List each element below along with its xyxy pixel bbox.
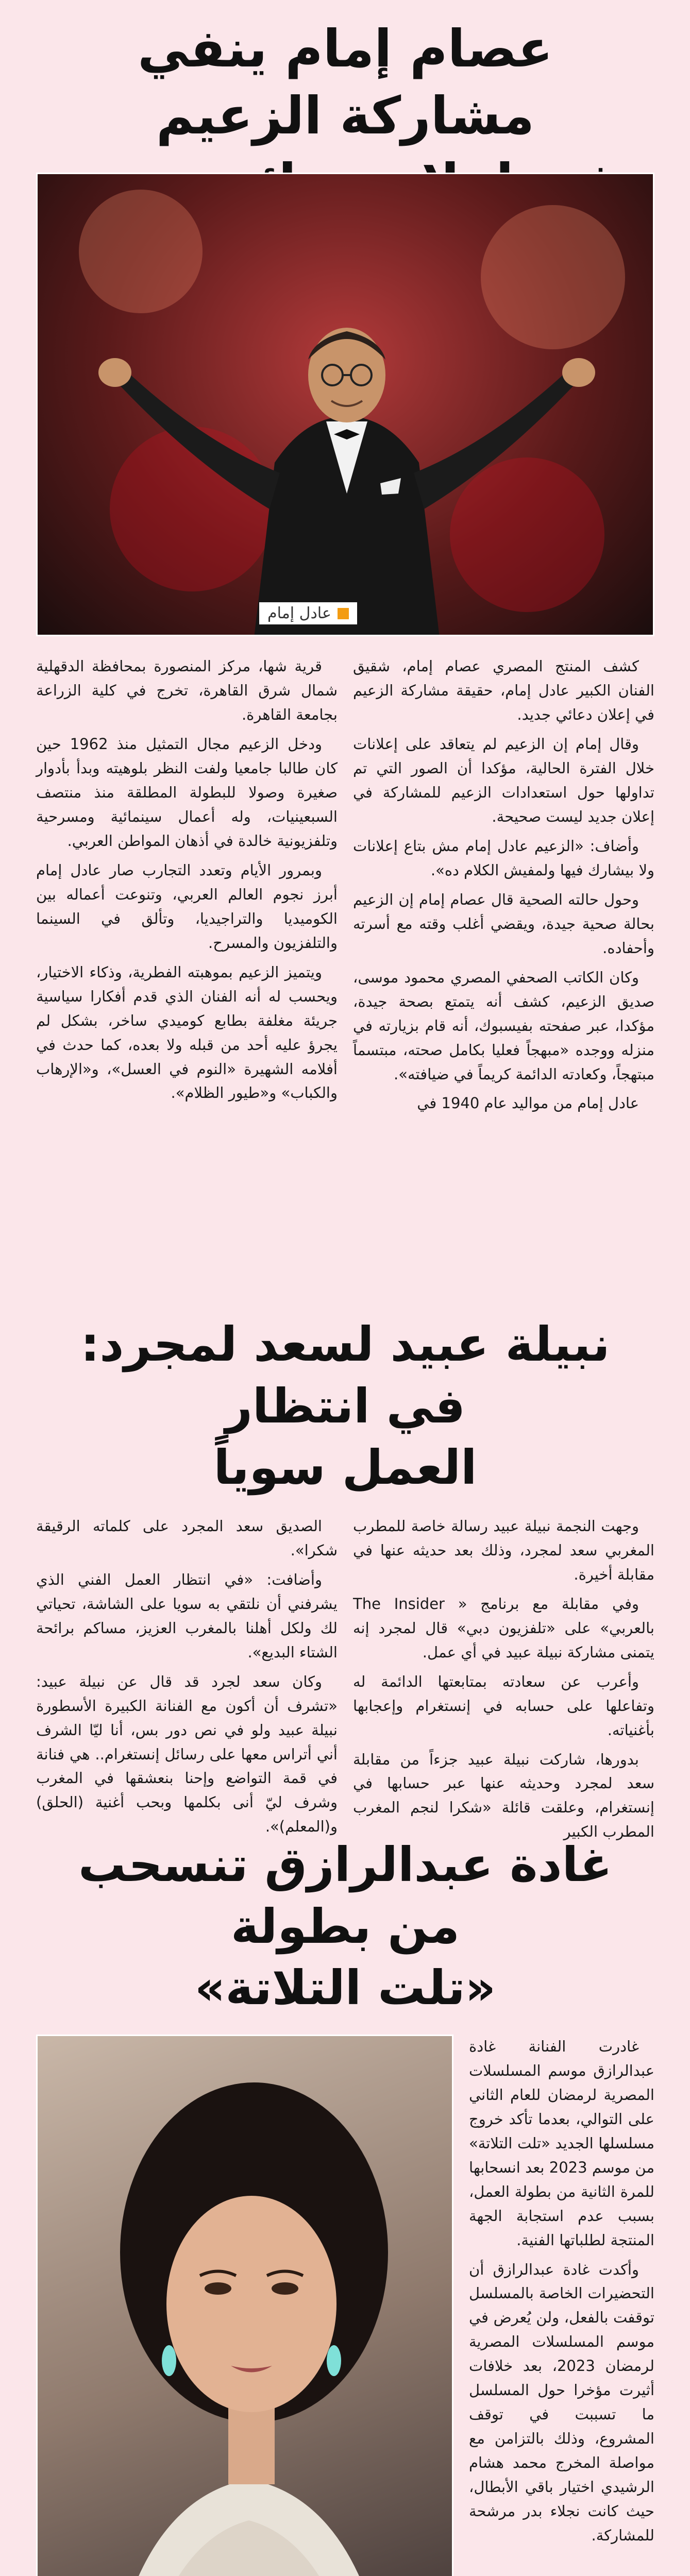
article2-paragraph: وأعرب عن سعادته بمتابعتها الدائمة له وتفاعلها على حسابه في إنستغرام وإعجابها بأغنياته. bbox=[353, 1672, 654, 1739]
article-ghada-abdelrazek bbox=[36, 1834, 654, 2576]
article1-body bbox=[36, 654, 654, 1121]
article-nabila-ebeid bbox=[36, 1314, 654, 1849]
article2-left-column bbox=[36, 1514, 338, 1850]
article2-headline-line2: العمل سوياً bbox=[213, 1440, 477, 1496]
article1-paragraph: وحول حالته الصحية قال عصام إمام إن الزعيم بحالة صحية جيدة، ويقضي أغلب وقته مع أسرته وأحفاده. bbox=[353, 890, 654, 957]
article1-paragraph: وأضاف: «الزعيم عادل إمام مش بتاع إعلانات ولا بيشارك فيها ولمفيش الكلام ده». bbox=[353, 837, 654, 879]
article-adel-imam bbox=[36, 15, 654, 1112]
article1-paragraph: وكان الكاتب الصحفي المصري محمود موسى، صديق الزعيم، كشف أنه يتمتع بصحة جيدة، مؤكدا، عبر صفحته بفيسبوك، أنه قام بزيارته في منزله ووجده «مبهجاً فعليا بكامل صحته، مبتسماً مبتهجاً، وكعادته الدائمة كريماً في ضيافته». bbox=[353, 968, 654, 1083]
article1-paragraph: كشف المنتج المصري عصام إمام، شقيق الفنان الكبير عادل إمام، حقيقة مشاركة الزعيم في إعلان دعائي جديد. bbox=[353, 657, 654, 723]
article1-paragraph: وقال إمام إن الزعيم لم يتعاقد على إعلانات خلال الفترة الحالية، مؤكدا أن الصور التي تم تداولها حول استعدادات الزعيم للمشاركة في إعلان جديد ليست صحيحة. bbox=[353, 735, 654, 825]
article1-left-column bbox=[36, 654, 338, 1121]
man-in-tuxedo-illustration bbox=[38, 174, 654, 636]
article3-paragraph: وأكدت غادة عبدالرازق أن التحضيرات الخاصة بالمسلسل توقفت بالفعل، ولن يُعرض في موسم المسلسلات المصرية لرمضان 2023، بعد خلافات أثيرت مؤخرا حول المسلسل ما تسببت في توقف المشروع، وذلك بالتزامن مع مواصلة المخرج محمد هشام الرشيدي اختيار باقي الأبطال، حيث كانت نجلاء بدر مرشحة للمشاركة. bbox=[469, 2260, 655, 2545]
article2-body bbox=[36, 1514, 654, 1850]
article1-photo-caption bbox=[259, 602, 357, 624]
article3-photo bbox=[36, 2035, 453, 2576]
article3-headline bbox=[36, 1834, 654, 2019]
article1-paragraph: وبمرور الأيام وتعدد التجارب صار عادل إمام أبرز نجوم العالم العربي، وتنوعت أعماله بين الكوميديا والتراجيديا، وتألق في السينما والتلفزيون والمسرح. bbox=[36, 861, 338, 952]
article1-paragraph: ودخل الزعيم مجال التمثيل منذ 1962 حين كان طالبا جامعيا ولفت النظر بلوهيته وبدأ بأدوار صغيرة وصولا للبطولة المطلقة منذ منتصف السبعينيات، وله أعمال سينمائية ومسرحية وتلفزيونية خالدة في أذهان المواطن العربي. bbox=[36, 735, 338, 850]
article2-paragraph: الصديق سعد المجرد على كلماته الرقيقة شكرا». bbox=[36, 1517, 338, 1559]
caption-marker-icon bbox=[338, 608, 349, 619]
article1-headline-line1: عصام إمام ينفي مشاركة الزعيم bbox=[138, 19, 553, 146]
article3-right-column bbox=[469, 2035, 654, 2553]
article2-right-column bbox=[353, 1514, 654, 1850]
article3-headline-line2: «تلت التلاتة» bbox=[194, 1960, 496, 2016]
article2-paragraph: وأضافت: «في انتظار العمل الفني الذي يشرفني أن نلتقي به سويا على الشاشة، تحياتي لك ولكل أهلنا بالمغرب العزيز، مساكم برائحة الشتاء البديع». bbox=[36, 1570, 338, 1661]
article1-paragraph: قرية شها، مركز المنصورة بمحافظة الدقهلية شمال شرق القاهرة، تخرج في كلية الزراعة بجامعة القاهرة. bbox=[36, 657, 338, 723]
article3-upper bbox=[36, 2035, 654, 2576]
article1-photo bbox=[36, 173, 654, 636]
article2-headline bbox=[36, 1314, 654, 1499]
woman-portrait-illustration bbox=[38, 2036, 453, 2576]
article2-paragraph: وفي مقابلة مع برنامج « The Insider بالعربي» على «تلفزيون دبي» قال لمجرد إنه يتمنى مشاركة نبيلة عبيد في أي عمل. bbox=[353, 1595, 654, 1661]
article1-paragraph: ويتميز الزعيم بموهبته الفطرية، وذكاء الاختيار، ويحسب له أنه الفنان الذي قدم أفكارا سياسية جريئة مغلفة بطابع كوميدي ساخر، بشكل لم يجرؤ عليه أحد من قبله ولا بعده، كما حدث في أفلامه الشهيرة «النوم في العسل»، و«الإرهاب والكباب» و«طيور الظلام». bbox=[36, 963, 338, 1102]
article1-paragraph: عادل إمام من مواليد عام 1940 في bbox=[417, 1094, 639, 1112]
article2-headline-line1: نبيلة عبيد لسعد لمجرد: في انتظار bbox=[80, 1317, 610, 1434]
article1-caption-text: عادل إمام bbox=[267, 604, 331, 622]
article2-paragraph: بدورها، شاركت نبيلة عبيد جزءاً من مقابلة سعد لمجرد وحديثه عنها عبر حسابها في إنستغرام، وعلقت قائلة «شكرا لنجم المغرب المطرب الكبير bbox=[353, 1750, 654, 1841]
article3-headline-line1: غادة عبدالرازق تنسحب من بطولة bbox=[78, 1837, 612, 1954]
article2-paragraph: وجهت النجمة نبيلة عبيد رسالة خاصة للمطرب المغربي سعد لمجرد، وذلك بعد حديثه عنها في مقابلة أخيرة. bbox=[353, 1517, 654, 1583]
article1-right-column bbox=[353, 654, 654, 1121]
article2-paragraph: وكان سعد لجرد قد قال عن نبيلة عبيد: «تشرف أن أكون مع الفنانة الكبيرة الأسطورة نبيلة عبيد ولو في نص دور بس، أنا ليّا الشرف أني أتراس معها على رسائل إنستغرام.. هي فنانة في قمة التواضع وإحنا بنعشقها في المغرب وشرف ليّ أنى بكلمها وبحب أغنية (الحلق) و(المعلم)». bbox=[36, 1672, 338, 1836]
article3-paragraph: غادرت الفنانة غادة عبدالرازق موسم المسلسلات المصرية لرمضان للعام الثاني على التوالي، بعدما تأكد خروج مسلسلها الجديد «تلت التلاتة» من موسم 2023 بعد انسحابها للمرة الثانية من بطولة العمل، بسبب عدم استجابة الجهة المنتجة لطلباتها الفنية. bbox=[469, 2037, 654, 2249]
